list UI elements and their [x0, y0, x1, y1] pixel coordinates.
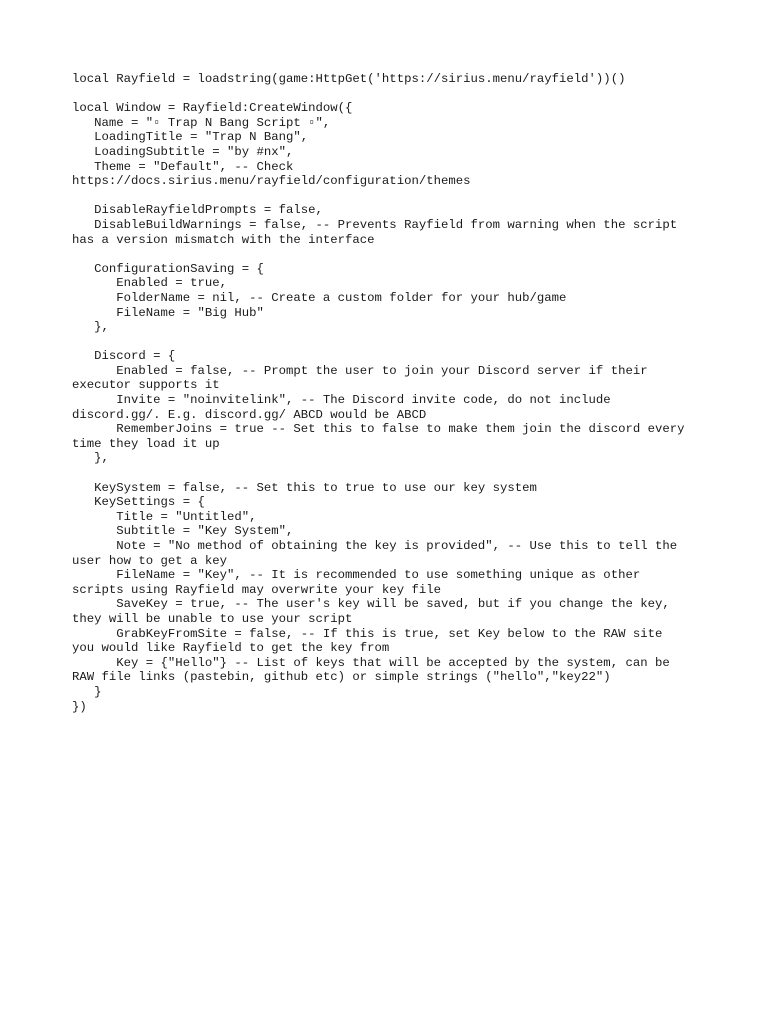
code-line: FileName = "Key", -- It is recommended to use something unique as other [72, 568, 641, 583]
code-line: Invite = "noinvitelink", -- The Discord invite code, do not include [72, 393, 611, 408]
code-line: has a version mismatch with the interface [72, 232, 375, 247]
code-line: local Window = Rayfield:CreateWindow({ [72, 101, 353, 116]
code-line: FileName = "Big Hub" [72, 305, 264, 320]
code-line [72, 189, 712, 204]
code-line: KeySystem = false, -- Set this to true to use our key system [72, 480, 537, 495]
code-line: LoadingSubtitle = "by #nx", [72, 144, 294, 159]
code-line: KeySettings = { [72, 495, 205, 510]
code-line: scripts using Rayfield may overwrite your key file [72, 582, 441, 597]
code-line [72, 247, 712, 262]
code-line: RememberJoins = true -- Set this to false to make them join the discord every [72, 422, 685, 437]
code-line: Key = {"Hello"} -- List of keys that will be accepted by the system, can be [72, 655, 670, 670]
code-line: } [72, 684, 102, 699]
code-line: Enabled = true, [72, 276, 227, 291]
code-line: Title = "Untitled", [72, 509, 257, 524]
document-page [72, 72, 712, 714]
code-line: Note = "No method of obtaining the key is provided", -- Use this to tell the [72, 539, 678, 553]
code-line: discord.gg/. E.g. discord.gg/ ABCD would be ABCD [72, 407, 427, 422]
code-line: time they load it up [72, 436, 220, 451]
code-line: Name = "▫ Trap N Bang Script ▫", [72, 115, 331, 130]
code-block [72, 72, 712, 714]
code-line: Enabled = false, -- Prompt the user to join your Discord server if their [72, 363, 648, 378]
code-line: executor supports it [72, 378, 220, 393]
code-line: they will be unable to use your script [72, 611, 353, 626]
code-line: you would like Rayfield to get the key from [72, 641, 390, 656]
code-line: }, [72, 451, 109, 466]
code-line: LoadingTitle = "Trap N Bang", [72, 130, 309, 145]
code-line: DisableRayfieldPrompts = false, [72, 203, 323, 218]
code-line: SaveKey = true, -- The user's key will be saved, but if you change the key, [72, 597, 670, 612]
code-line: https://docs.sirius.menu/rayfield/configuration/themes [72, 174, 471, 189]
code-line: }, [72, 320, 109, 335]
code-line: Subtitle = "Key System", [72, 524, 294, 539]
code-line: FolderName = nil, -- Create a custom folder for your hub/game [72, 290, 567, 305]
code-line: Discord = { [72, 349, 176, 364]
code-line: }) [72, 699, 87, 714]
code-line: Theme = "Default", -- Check [72, 159, 294, 174]
code-line: GrabKeyFromSite = false, -- If this is true, set Key below to the RAW site [72, 626, 663, 641]
code-line: RAW file links (pastebin, github etc) or simple strings ("hello","key22") [72, 670, 611, 685]
code-line: local Rayfield = loadstring(game:HttpGet('https://sirius.menu/rayfield'))() [72, 72, 626, 86]
code-line: DisableBuildWarnings = false, -- Prevents Rayfield from warning when the script [72, 217, 678, 232]
code-line [72, 466, 712, 481]
code-line: user how to get a key [72, 553, 227, 568]
code-line [72, 335, 712, 350]
code-line [72, 87, 712, 102]
code-line: ConfigurationSaving = { [72, 261, 264, 276]
